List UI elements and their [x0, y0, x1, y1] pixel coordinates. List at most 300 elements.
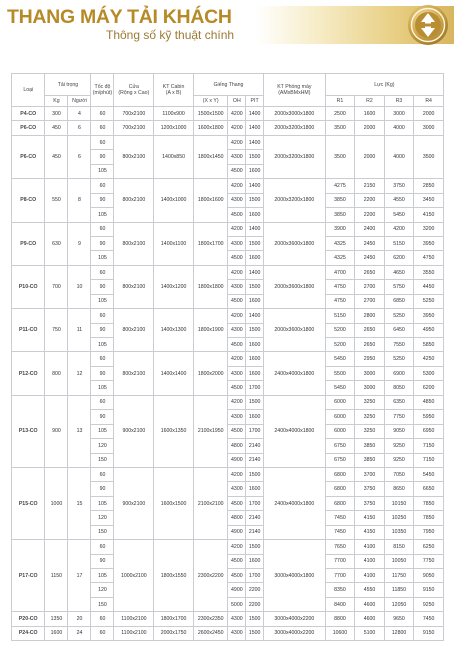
- cell-pit: 1700: [246, 496, 264, 510]
- table-row: [12, 265, 444, 279]
- cell-cabin: 1800x1700: [154, 612, 194, 626]
- cell-pit: 1600: [246, 410, 264, 424]
- cell-kg: 1350: [45, 612, 68, 626]
- cell-nguoi: 17: [68, 540, 91, 612]
- cell-gieng: 2100x2100: [193, 467, 228, 539]
- header-oh: OH: [228, 96, 246, 107]
- cell-r3: 7550: [384, 338, 414, 352]
- cell-pit: 1500: [246, 395, 264, 409]
- cell-toc-do: 120: [91, 511, 114, 525]
- cell-r2: 4600: [355, 597, 385, 611]
- cell-r3: 5150: [384, 236, 414, 250]
- cell-oh: 4300: [228, 323, 246, 337]
- cell-toc-do: 60: [91, 309, 114, 323]
- cell-r2: 3250: [355, 410, 385, 424]
- cell-r2: 3250: [355, 395, 385, 409]
- cell-pit: 2200: [246, 583, 264, 597]
- cell-r2: 2650: [355, 265, 385, 279]
- cell-toc-do: 150: [91, 597, 114, 611]
- header-tai-trong: Tải trọng: [45, 74, 91, 96]
- cell-oh: 4200: [228, 265, 246, 279]
- table-row: [12, 352, 444, 366]
- cell-cua: 800x2100: [114, 352, 154, 395]
- cell-loai: P12-CO: [12, 352, 45, 395]
- cell-r3: 8650: [384, 482, 414, 496]
- cell-toc-do: 60: [91, 626, 114, 640]
- cell-pit: 2140: [246, 453, 264, 467]
- cell-r4: 2850: [414, 179, 444, 193]
- cell-phong-may: 2000x3200x1800: [263, 179, 325, 222]
- table-row: [12, 395, 444, 409]
- header-toc-do-unit: (m/phút): [92, 90, 113, 96]
- cell-r2: 3850: [355, 453, 385, 467]
- cell-r3: 7050: [384, 467, 414, 481]
- cell-oh: 4500: [228, 569, 246, 583]
- cell-r4: 3450: [414, 193, 444, 207]
- cell-oh: 4500: [228, 294, 246, 308]
- header-phong-may-unit: (AMxBMxHM): [278, 90, 311, 96]
- cell-r3: 6350: [384, 395, 414, 409]
- cell-r4: 3950: [414, 309, 444, 323]
- cell-pit: 1500: [246, 150, 264, 164]
- cell-cabin: 1200x1000: [154, 121, 194, 135]
- cell-phong-may: 2000x3200x1800: [263, 135, 325, 178]
- cell-r2: 3750: [355, 482, 385, 496]
- cell-r3: 9650: [384, 612, 414, 626]
- table-row: [12, 135, 444, 149]
- cell-phong-may: 2000x3200x1800: [263, 121, 325, 135]
- cell-r2: 4150: [355, 511, 385, 525]
- cell-r3: 4200: [384, 222, 414, 236]
- cell-phong-may: 3000x4000x1800: [263, 540, 325, 612]
- cell-r4: 4950: [414, 323, 444, 337]
- table-row: [12, 179, 444, 193]
- cell-r3: 5250: [384, 309, 414, 323]
- cell-phong-may: 2400x4000x1800: [263, 352, 325, 395]
- cell-cabin: 1600x1500: [154, 467, 194, 539]
- cell-cua: 900x2100: [114, 467, 154, 539]
- cell-r4: 4450: [414, 280, 444, 294]
- cell-toc-do: 120: [91, 439, 114, 453]
- cell-oh: 4300: [228, 366, 246, 380]
- cell-nguoi: 9: [68, 222, 91, 265]
- cell-loai: P8-CO: [12, 179, 45, 222]
- cell-pit: 1600: [246, 366, 264, 380]
- cell-r1: 10600: [325, 626, 355, 640]
- cell-r2: 2700: [355, 280, 385, 294]
- cell-pit: 1600: [246, 338, 264, 352]
- page-title: THANG MÁY TẢI KHÁCH: [7, 6, 232, 28]
- cell-pit: 1400: [246, 135, 264, 149]
- cell-oh: 4300: [228, 280, 246, 294]
- cell-kg: 800: [45, 352, 68, 395]
- cell-pit: 1500: [246, 280, 264, 294]
- cell-r2: 2650: [355, 338, 385, 352]
- cell-r4: 7150: [414, 439, 444, 453]
- header-luc: Lực (Kg): [325, 74, 443, 96]
- cell-gieng: 1800x2000: [193, 352, 228, 395]
- cell-phong-may: 2000x3600x1800: [263, 309, 325, 352]
- cell-pit: 1400: [246, 121, 264, 135]
- cell-r3: 6900: [384, 366, 414, 380]
- cell-r2: 3850: [355, 439, 385, 453]
- cell-nguoi: 6: [68, 135, 91, 178]
- cell-pit: 1400: [246, 179, 264, 193]
- cell-oh: 4500: [228, 338, 246, 352]
- cell-r1: 4750: [325, 294, 355, 308]
- cell-r2: 3250: [355, 424, 385, 438]
- cell-gieng: 1500x1500: [193, 107, 228, 121]
- cell-r1: 4325: [325, 236, 355, 250]
- cell-r2: 3000: [355, 366, 385, 380]
- cell-kg: 700: [45, 265, 68, 308]
- cell-r4: 3550: [414, 265, 444, 279]
- cell-loai: P10-CO: [12, 265, 45, 308]
- cell-r1: 7700: [325, 554, 355, 568]
- cell-r4: 7450: [414, 612, 444, 626]
- cell-r3: 9250: [384, 439, 414, 453]
- cell-oh: 4200: [228, 107, 246, 121]
- cell-gieng: 1800x1700: [193, 222, 228, 265]
- cell-pit: 1600: [246, 294, 264, 308]
- cell-r4: 7950: [414, 525, 444, 539]
- cell-oh: 4500: [228, 381, 246, 395]
- cell-oh: 4500: [228, 424, 246, 438]
- cell-r2: 2000: [355, 135, 385, 178]
- cell-phong-may: 3000x4000x2200: [263, 626, 325, 640]
- cell-r1: 4275: [325, 179, 355, 193]
- cell-toc-do: 90: [91, 150, 114, 164]
- cell-loai: P17-CO: [12, 540, 45, 612]
- cell-r1: 3500: [325, 121, 355, 135]
- cell-toc-do: 105: [91, 208, 114, 222]
- cell-loai: P24-CO: [12, 626, 45, 640]
- table-row: [12, 309, 444, 323]
- cell-r2: 3000: [355, 381, 385, 395]
- cell-oh: 4200: [228, 179, 246, 193]
- cell-pit: 1400: [246, 222, 264, 236]
- cell-r2: 2950: [355, 352, 385, 366]
- spec-table-body: [12, 107, 444, 641]
- cell-cabin: 1400x1300: [154, 309, 194, 352]
- cell-toc-do: 60: [91, 135, 114, 149]
- cell-oh: 4500: [228, 208, 246, 222]
- cell-toc-do: 60: [91, 121, 114, 135]
- cell-r1: 3900: [325, 222, 355, 236]
- cell-gieng: 2300x2200: [193, 540, 228, 612]
- cell-toc-do: 105: [91, 496, 114, 510]
- cell-r4: 9050: [414, 569, 444, 583]
- cell-r3: 4650: [384, 265, 414, 279]
- cell-r3: 10250: [384, 511, 414, 525]
- cell-oh: 4300: [228, 236, 246, 250]
- cell-kg: 630: [45, 222, 68, 265]
- cell-cabin: 1400x1000: [154, 179, 194, 222]
- cell-kg: 450: [45, 121, 68, 135]
- cell-r1: 8400: [325, 597, 355, 611]
- cell-r3: 11850: [384, 583, 414, 597]
- cell-r3: 10350: [384, 525, 414, 539]
- cell-r1: 5150: [325, 309, 355, 323]
- cell-loai: P13-CO: [12, 395, 45, 467]
- cell-r2: 3700: [355, 467, 385, 481]
- cell-r3: 8150: [384, 540, 414, 554]
- header-cua-label: Cửa: [128, 84, 139, 90]
- cell-toc-do: 90: [91, 280, 114, 294]
- cell-oh: 4300: [228, 612, 246, 626]
- cell-pit: 1500: [246, 467, 264, 481]
- cell-phong-may: 2400x4000x1800: [263, 395, 325, 467]
- header-xy: (X x Y): [193, 96, 228, 107]
- cell-nguoi: 12: [68, 352, 91, 395]
- cell-toc-do: 60: [91, 467, 114, 481]
- cell-oh: 4900: [228, 453, 246, 467]
- cell-pit: 1400: [246, 309, 264, 323]
- cell-oh: 4200: [228, 222, 246, 236]
- cell-r1: 7700: [325, 569, 355, 583]
- cell-pit: 1500: [246, 612, 264, 626]
- cell-cua: 1100x2100: [114, 626, 154, 640]
- cell-cabin: 2000x1750: [154, 626, 194, 640]
- cell-toc-do: 60: [91, 395, 114, 409]
- cell-r4: 7750: [414, 554, 444, 568]
- cell-cabin: 1600x1350: [154, 395, 194, 467]
- cell-r4: 7850: [414, 511, 444, 525]
- cell-pit: 1700: [246, 569, 264, 583]
- cell-r1: 5500: [325, 366, 355, 380]
- cell-loai: P4-CO: [12, 107, 45, 121]
- cell-pit: 1400: [246, 107, 264, 121]
- cell-pit: 1600: [246, 251, 264, 265]
- cell-r2: 4100: [355, 554, 385, 568]
- cell-r4: 7150: [414, 453, 444, 467]
- cell-cua: 800x2100: [114, 309, 154, 352]
- cell-r1: 6000: [325, 410, 355, 424]
- cell-oh: 4300: [228, 626, 246, 640]
- cell-pit: 1700: [246, 381, 264, 395]
- cell-cua: 800x2100: [114, 179, 154, 222]
- cell-phong-may: 2000x3000x1800: [263, 107, 325, 121]
- cell-r2: 2150: [355, 179, 385, 193]
- cell-toc-do: 60: [91, 222, 114, 236]
- cell-pit: 2140: [246, 439, 264, 453]
- cell-loai: P20-CO: [12, 612, 45, 626]
- cell-cua: 800x2100: [114, 222, 154, 265]
- cell-loai: P9-CO: [12, 222, 45, 265]
- cell-r4: 5850: [414, 338, 444, 352]
- cell-loai: P6-CO: [12, 121, 45, 135]
- cell-r4: 4250: [414, 352, 444, 366]
- cell-oh: 4200: [228, 352, 246, 366]
- cell-r2: 1600: [355, 107, 385, 121]
- cell-pit: 1500: [246, 540, 264, 554]
- cell-pit: 1700: [246, 424, 264, 438]
- cell-r1: 7650: [325, 540, 355, 554]
- cell-gieng: 1800x1600: [193, 179, 228, 222]
- cell-r3: 4000: [384, 135, 414, 178]
- cell-r2: 2200: [355, 193, 385, 207]
- cell-nguoi: 6: [68, 121, 91, 135]
- cell-r1: 7450: [325, 511, 355, 525]
- cell-r3: 6450: [384, 323, 414, 337]
- cell-r1: 5200: [325, 323, 355, 337]
- cell-r4: 5950: [414, 410, 444, 424]
- cell-phong-may: 2000x3600x1800: [263, 222, 325, 265]
- cell-r3: 6200: [384, 251, 414, 265]
- cell-kg: 300: [45, 107, 68, 121]
- cell-r3: 7750: [384, 410, 414, 424]
- cell-gieng: 1800x1900: [193, 309, 228, 352]
- cell-r4: 6650: [414, 482, 444, 496]
- cell-toc-do: 90: [91, 323, 114, 337]
- cell-nguoi: 24: [68, 626, 91, 640]
- cell-r1: 6800: [325, 482, 355, 496]
- cell-toc-do: 90: [91, 482, 114, 496]
- cell-toc-do: 120: [91, 583, 114, 597]
- cell-r1: 5200: [325, 338, 355, 352]
- cell-r2: 2450: [355, 251, 385, 265]
- cell-oh: 5000: [228, 597, 246, 611]
- cell-r4: 4850: [414, 395, 444, 409]
- cell-r1: 6800: [325, 467, 355, 481]
- cell-cabin: 1100x900: [154, 107, 194, 121]
- cell-toc-do: 60: [91, 352, 114, 366]
- cell-oh: 4900: [228, 525, 246, 539]
- cell-gieng: 1800x1800: [193, 265, 228, 308]
- cell-toc-do: 90: [91, 410, 114, 424]
- cell-r1: 5450: [325, 381, 355, 395]
- header-phong-may: [263, 74, 325, 107]
- cell-r4: 4750: [414, 251, 444, 265]
- cell-cabin: 1400x1100: [154, 222, 194, 265]
- cell-kg: 1600: [45, 626, 68, 640]
- cell-r1: 4700: [325, 265, 355, 279]
- cell-oh: 4200: [228, 135, 246, 149]
- cell-gieng: 1800x1450: [193, 135, 228, 178]
- cell-oh: 4200: [228, 395, 246, 409]
- cell-toc-do: 90: [91, 366, 114, 380]
- cell-toc-do: 105: [91, 164, 114, 178]
- cell-nguoi: 13: [68, 395, 91, 467]
- cell-toc-do: 105: [91, 294, 114, 308]
- cell-r2: 2450: [355, 236, 385, 250]
- cell-cua: 1000x2100: [114, 540, 154, 612]
- cell-r4: 5300: [414, 366, 444, 380]
- cell-r4: 6250: [414, 540, 444, 554]
- cell-oh: 4300: [228, 410, 246, 424]
- cell-toc-do: 105: [91, 569, 114, 583]
- cell-r4: 9250: [414, 597, 444, 611]
- cell-toc-do: 60: [91, 540, 114, 554]
- cell-r2: 2650: [355, 323, 385, 337]
- cell-r4: 6200: [414, 381, 444, 395]
- cell-r4: 9150: [414, 626, 444, 640]
- cell-toc-do: 105: [91, 424, 114, 438]
- header-gieng-thang: Giếng Thang: [193, 74, 263, 96]
- cell-r3: 4550: [384, 193, 414, 207]
- cell-r1: 6000: [325, 395, 355, 409]
- cell-oh: 4500: [228, 251, 246, 265]
- header-cua-unit: (Rộng x Cao): [118, 90, 150, 96]
- cell-r3: 5750: [384, 280, 414, 294]
- cell-oh: 4200: [228, 540, 246, 554]
- cell-cabin: 1800x1550: [154, 540, 194, 612]
- cell-nguoi: 8: [68, 179, 91, 222]
- cell-r1: 6750: [325, 439, 355, 453]
- cell-cua: 800x2100: [114, 135, 154, 178]
- cell-cabin: 1400x1200: [154, 265, 194, 308]
- cell-gieng: 2600x2450: [193, 626, 228, 640]
- table-row: [12, 222, 444, 236]
- cell-phong-may: 2000x3600x1800: [263, 265, 325, 308]
- cell-toc-do: 150: [91, 453, 114, 467]
- cell-pit: 1500: [246, 626, 264, 640]
- cell-r3: 9050: [384, 424, 414, 438]
- header-r3: R3: [384, 96, 414, 107]
- cell-r3: 3000: [384, 107, 414, 121]
- cell-r1: 6800: [325, 496, 355, 510]
- cell-r3: 9250: [384, 453, 414, 467]
- cell-oh: 4800: [228, 511, 246, 525]
- cell-kg: 450: [45, 135, 68, 178]
- cell-r3: 3750: [384, 179, 414, 193]
- cell-oh: 4800: [228, 439, 246, 453]
- cell-r3: 5450: [384, 208, 414, 222]
- cell-r2: 4150: [355, 525, 385, 539]
- cell-pit: 1600: [246, 352, 264, 366]
- cell-gieng: 2300x2350: [193, 612, 228, 626]
- cell-toc-do: 60: [91, 265, 114, 279]
- cell-phong-may: 2400x4000x1800: [263, 467, 325, 539]
- cell-r2: 3750: [355, 496, 385, 510]
- cell-r3: 4000: [384, 121, 414, 135]
- cell-loai: P6-CO: [12, 135, 45, 178]
- header-nguoi: Người: [68, 96, 91, 107]
- cell-r2: 4550: [355, 583, 385, 597]
- cell-r4: 3500: [414, 135, 444, 178]
- header-toc-do: [91, 74, 114, 107]
- cell-nguoi: 20: [68, 612, 91, 626]
- cell-pit: 1500: [246, 323, 264, 337]
- cell-cua: 700x2100: [114, 107, 154, 121]
- cell-r4: 3950: [414, 236, 444, 250]
- page-subtitle: Thông số kỹ thuật chính: [106, 28, 235, 42]
- cell-kg: 750: [45, 309, 68, 352]
- cell-toc-do: 60: [91, 179, 114, 193]
- cell-gieng: 1600x1800: [193, 121, 228, 135]
- elevator-arrows-icon: [407, 4, 449, 46]
- cell-r4: 6950: [414, 424, 444, 438]
- cell-r1: 3850: [325, 208, 355, 222]
- cell-pit: 1600: [246, 482, 264, 496]
- header-toc-do-label: Tốc độ: [94, 84, 111, 90]
- cell-kg: 1000: [45, 467, 68, 539]
- cell-oh: 4300: [228, 482, 246, 496]
- cell-oh: 4500: [228, 164, 246, 178]
- cell-r2: 4100: [355, 540, 385, 554]
- cell-r3: 10150: [384, 496, 414, 510]
- header-cabin: [154, 74, 194, 107]
- cell-nguoi: 11: [68, 309, 91, 352]
- cell-toc-do: 105: [91, 251, 114, 265]
- cell-r1: 2500: [325, 107, 355, 121]
- cell-r3: 5250: [384, 352, 414, 366]
- table-row: [12, 467, 444, 481]
- spec-table-wrapper: [11, 73, 444, 641]
- cell-cabin: 1400x850: [154, 135, 194, 178]
- cell-r3: 10050: [384, 554, 414, 568]
- cell-cabin: 1400x1400: [154, 352, 194, 395]
